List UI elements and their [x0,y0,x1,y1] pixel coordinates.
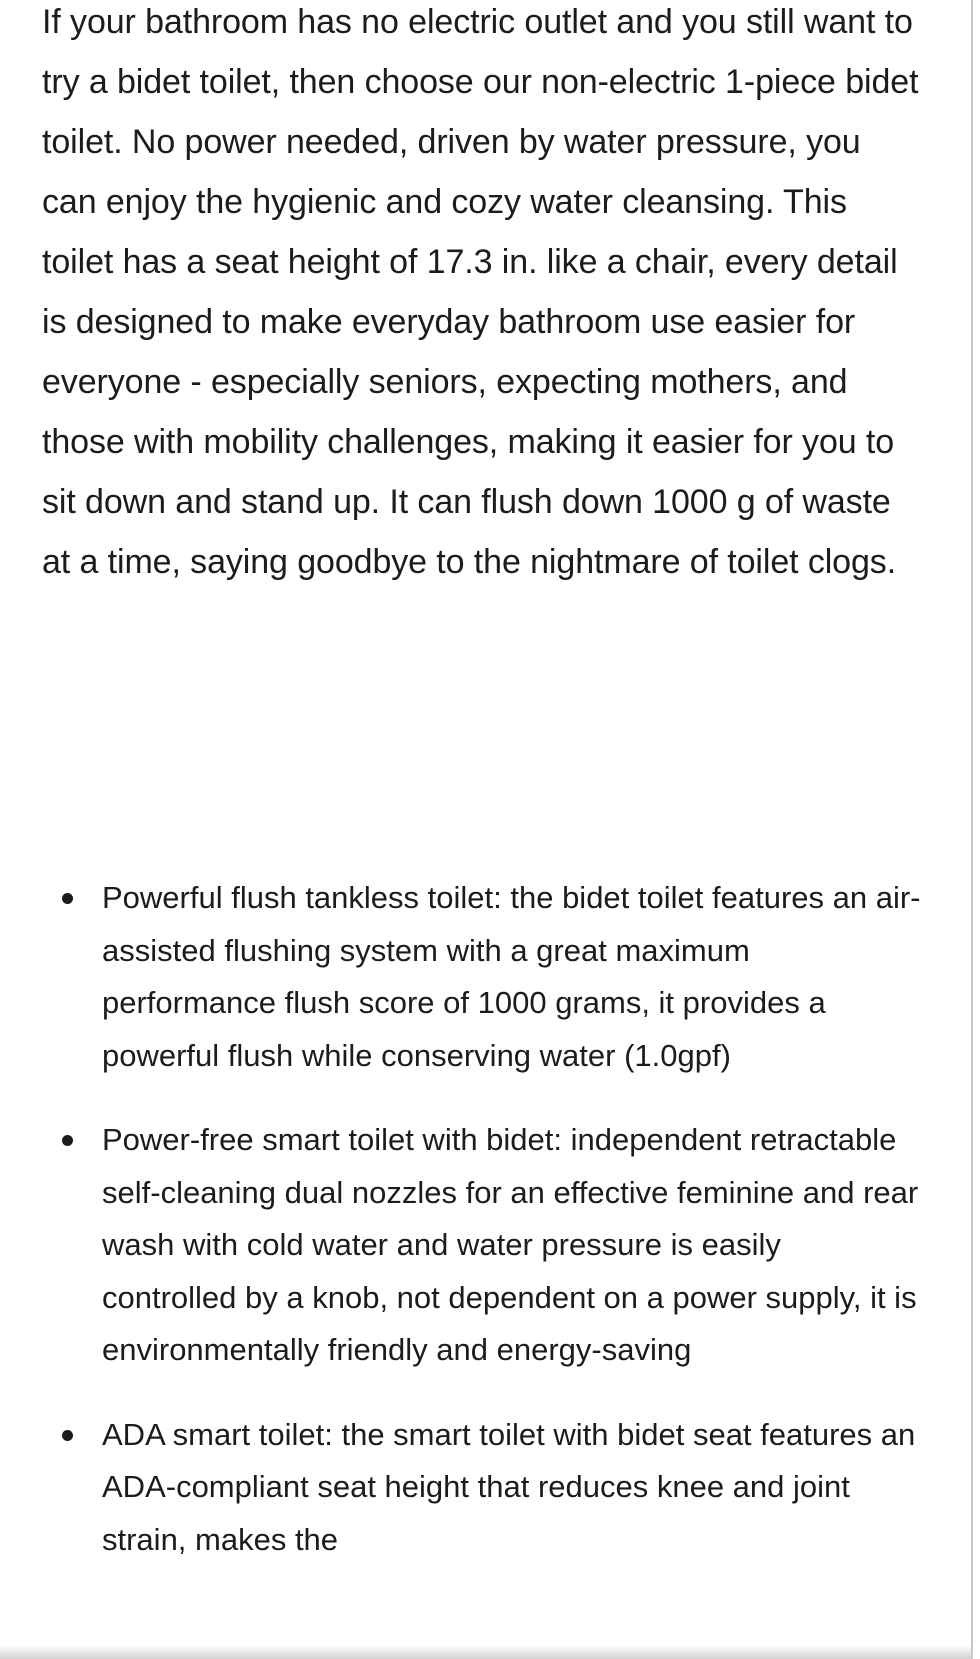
bullet-icon [62,893,73,904]
bullet-icon [62,1430,73,1441]
feature-list [42,872,922,1598]
feature-item-ada [42,1409,922,1567]
feature-text: Powerful flush tankless toilet: the bidet toilet features an air-assisted flushing system with a great maximum performance flush score of 1000 grams, it provides a powerful flush while conserving water (1.0gpf) [102,880,921,1073]
bullet-icon [62,1135,73,1146]
feature-text: ADA smart toilet: the smart toilet with bidet seat features an ADA-compliant seat height that reduces knee and joint strain, makes the [102,1416,916,1557]
feature-item-flush [42,872,922,1082]
feature-text: Power-free smart toilet with bidet: independent retractable self-cleaning dual nozzles for an effective feminine and rear wash with cold water and water pressure is easily controlled by a knob, not dependent on a power supply, it is environmentally friendly and energy-saving [102,1122,919,1367]
feature-item-bidet [42,1114,922,1377]
bottom-scroll-shadow [0,1645,973,1659]
intro-paragraph: If your bathroom has no electric outlet and you still want to try a bidet toilet, then choose our non-electric 1-piece bidet toilet. No power needed, driven by water pressure, you can enjoy the hygienic and cozy water cleansing. This toilet has a seat height of 17.3 in. like a chair, every detail is designed to make everyday bathroom use easier for everyone - especially seniors, expecting mothers, and those with mobility challenges, making it easier for you to sit down and stand up. It can flush down 1000 g of waste at a time, saying goodbye to the nightmare of toilet clogs. [42,3,919,581]
